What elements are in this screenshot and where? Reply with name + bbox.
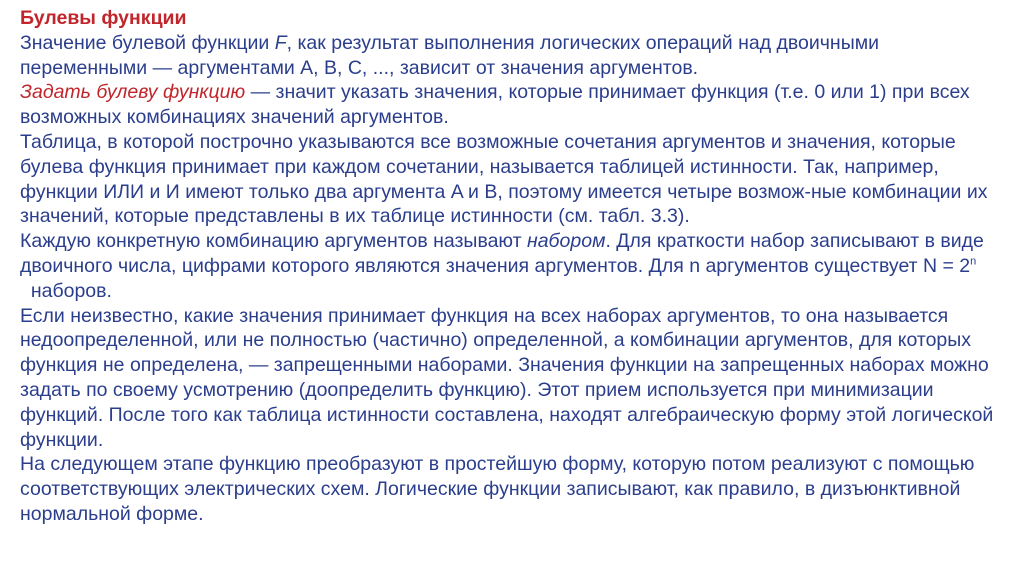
paragraph-truth-table: Таблица, в которой построчно указываются все возможные сочетания аргументов и значения, которые булева функция принимает при каждом сочетании, называется таблицей истинности. Так, например, функции ИЛИ и И имеют только два аргумента A и B, поэтому имеется четыре возмож-ные комбинации их значений, которые представлены в их таблице истинности (см. табл. 3.3).: [20, 130, 988, 228]
p1-text-b: , как результат выполнения логических операций над двоичными переменными — аргументами A, B, C, ..., зависит от значения аргументов.: [20, 31, 880, 79]
p4-text-c: наборов.: [20, 279, 112, 302]
p4-text-a: Каждую конкретную комбинацию аргументов называют: [20, 230, 527, 253]
paragraph-undefined-function: Если неизвестно, какие значения принимает функция на всех наборах аргументов, то она называется недоопределенной, или не полностью (частично) определенной, а комбинации аргументов, для которых функция не определена, — запрещенными наборами. Значения функции на запрещенных наборах можно задать по своему усмотрению (доопределить функцию). Этот прием используется при минимизации функций. После того как таблица истинности составлена, находят алгебраическую форму этой логической функции.: [20, 304, 994, 451]
p4-text-b: . Для краткости набор записывают в виде двоичного числа, цифрами которого являются значения аргументов. Для n аргументов существует N = 2: [20, 230, 984, 277]
p1-function-symbol: F: [274, 31, 287, 54]
paragraph-boolean-function-value: [20, 31, 1010, 81]
paragraph-next-stage: На следующем этапе функцию преобразуют в простейшую форму, которую потом реализуют с помощью соответствующих электрических схем. Логические функции записывают, как правило, в дизъюнктивной нормальной форме.: [20, 453, 975, 525]
term-set: набором: [526, 230, 606, 253]
slide-content: [20, 6, 1010, 527]
term-define-boolean-function: Задать булеву функцию: [20, 81, 246, 104]
exponent-n: n: [970, 255, 977, 268]
p2-text: — значит указать значения, которые принимает функция (т.е. 0 или 1) при всех возможных комбинациях значений аргументов.: [20, 81, 970, 129]
paragraph-define-function: [20, 80, 1010, 130]
p1-text-a: Значение булевой функции: [20, 31, 275, 54]
slide-title: Булевы функции: [20, 7, 187, 29]
paragraph-argument-set: [20, 229, 1010, 303]
